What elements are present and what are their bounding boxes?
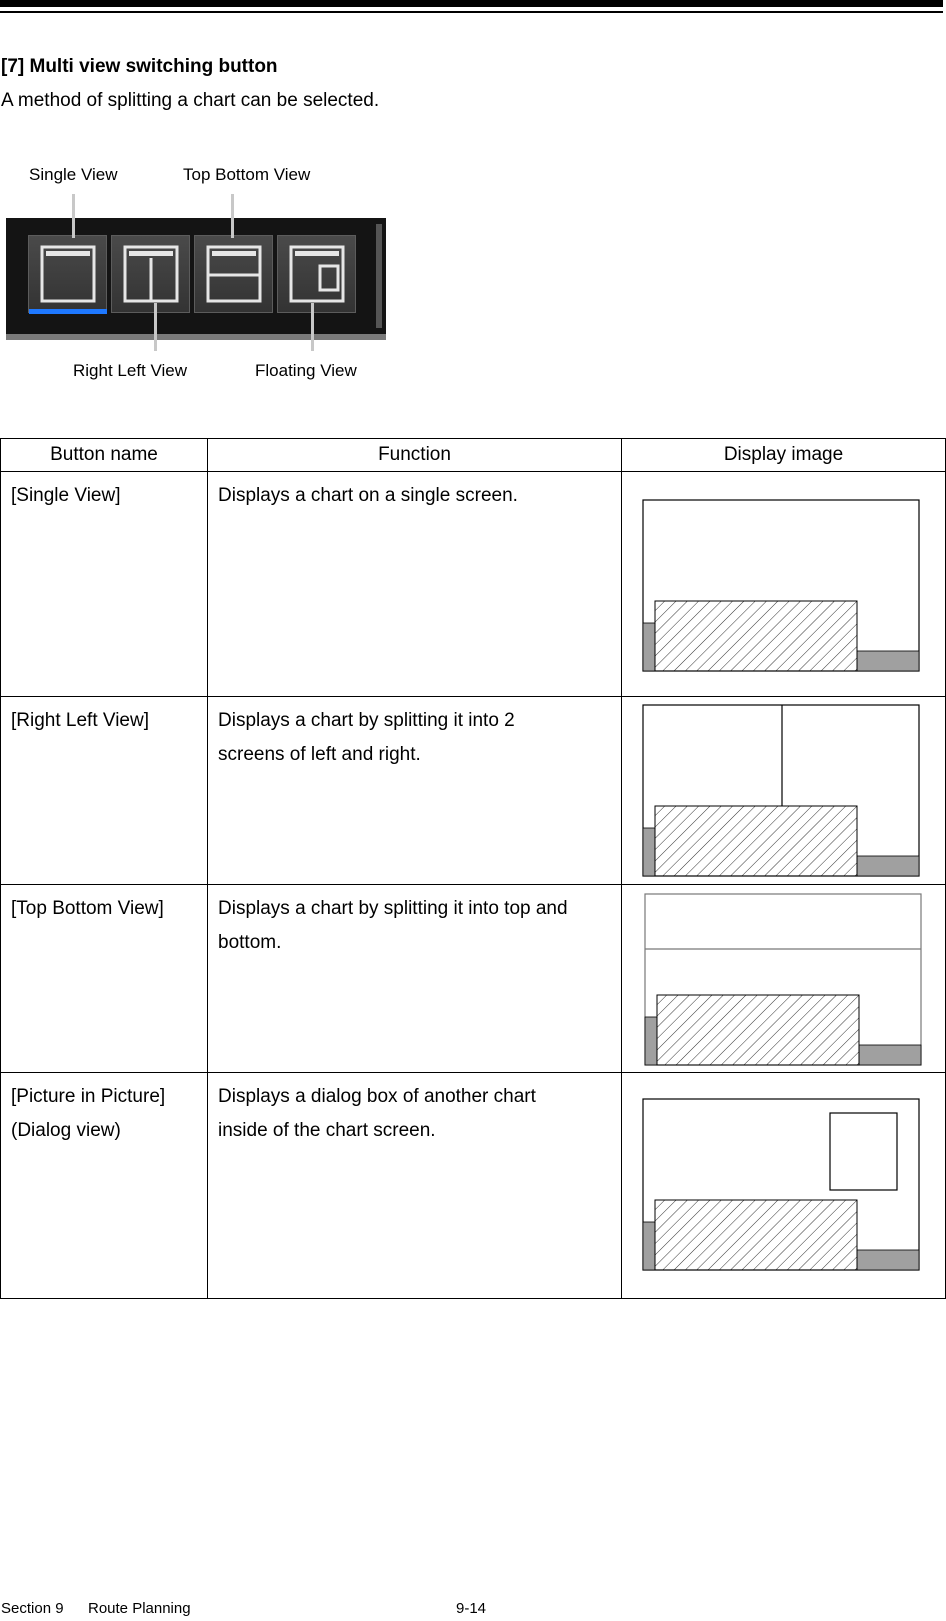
header-display-image: Display image: [622, 439, 946, 472]
single-view-button[interactable]: [28, 235, 107, 313]
button-name-text: [Single View]: [11, 485, 121, 506]
multi-view-toolbar: [6, 218, 386, 340]
right-left-view-diagram: [642, 704, 924, 878]
table-row-top-bottom-view: [1, 885, 946, 1073]
floating-view-icon: [289, 245, 345, 303]
active-view-indicator: [29, 309, 107, 314]
view-modes-table: [0, 438, 946, 1299]
single-view-icon: [40, 245, 96, 303]
display-image-cell: [622, 1073, 946, 1299]
section-heading: [7] Multi view switching button: [1, 56, 278, 77]
display-image-cell: [622, 472, 946, 697]
callout-single-view: Single View: [29, 165, 118, 184]
table-row-picture-in-picture: [1, 1073, 946, 1299]
button-name-cell: [1, 1073, 208, 1299]
callout-floating-view: Floating View: [255, 361, 357, 380]
top-bottom-view-icon: [206, 245, 262, 303]
function-cell: [208, 472, 622, 697]
footer-chapter: Route Planning: [88, 1600, 191, 1617]
right-left-view-icon: [123, 245, 179, 303]
callout-right-left-view: Right Left View: [73, 361, 188, 380]
leader-top-bottom-view: [231, 194, 234, 238]
toolbar-scrollbar[interactable]: [376, 224, 382, 328]
table-header-row: [1, 439, 946, 472]
button-name-cell: [1, 885, 208, 1073]
display-image-cell: [622, 697, 946, 885]
floating-view-button[interactable]: [277, 235, 356, 313]
footer-section: Section 9: [1, 1600, 64, 1617]
leader-right-left-view: [154, 303, 157, 351]
header-function: Function: [208, 439, 622, 472]
picture-in-picture-diagram: [642, 1098, 924, 1272]
display-image-cell: [622, 885, 946, 1073]
function-text-line-2: screens of left and right.: [218, 744, 421, 765]
function-cell: [208, 697, 622, 885]
callout-top-bottom-view: Top Bottom View: [183, 165, 311, 184]
button-name-cell: [1, 472, 208, 697]
button-name-cell: [1, 697, 208, 885]
top-bottom-view-button[interactable]: [194, 235, 273, 313]
top-bottom-view-diagram: [644, 893, 926, 1067]
intro-text: A method of splitting a chart can be selected.: [1, 90, 380, 111]
function-text-line-2: bottom.: [218, 932, 282, 953]
function-text: Displays a chart on a single screen.: [218, 485, 518, 506]
function-text-line-1: Displays a dialog box of another chart: [218, 1086, 536, 1107]
button-name-text-line-2: (Dialog view): [11, 1120, 121, 1141]
table-row-single-view: [1, 472, 946, 697]
button-name-text: [Top Bottom View]: [11, 898, 164, 919]
leader-single-view: [72, 194, 75, 238]
function-cell: [208, 1073, 622, 1299]
header-rule-thin: [0, 11, 943, 13]
function-text-line-2: inside of the chart screen.: [218, 1120, 436, 1141]
function-text-line-1: Displays a chart by splitting it into 2: [218, 710, 515, 731]
table-row-right-left-view: [1, 697, 946, 885]
right-left-view-button[interactable]: [111, 235, 190, 313]
single-view-diagram: [642, 499, 924, 673]
button-name-text: [Right Left View]: [11, 710, 150, 731]
footer-page-number: 9-14: [456, 1600, 487, 1617]
function-cell: [208, 885, 622, 1073]
button-name-text-line-1: [Picture in Picture]: [11, 1086, 166, 1107]
leader-floating-view: [311, 303, 314, 351]
header-button-name: Button name: [1, 439, 208, 472]
header-rule-thick: [0, 0, 943, 7]
function-text-line-1: Displays a chart by splitting it into top and: [218, 898, 568, 919]
